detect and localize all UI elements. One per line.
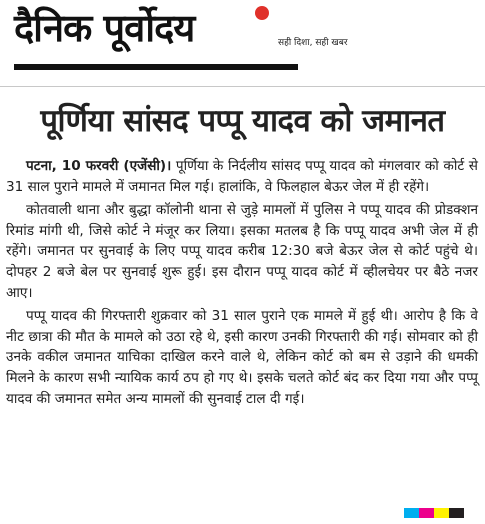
masthead-rule — [14, 64, 298, 70]
color-swatch — [419, 508, 434, 518]
masthead — [0, 0, 485, 80]
color-swatch — [404, 508, 419, 518]
article-dateline: पटना, 10 फरवरी (एजेंसी)। — [26, 158, 172, 174]
article-paragraph — [6, 156, 478, 197]
logo-sun-icon — [255, 6, 269, 20]
article-headline: पूर्णिया सांसद पप्पू यादव को जमानत — [40, 103, 445, 139]
article-paragraph: कोतवाली थाना और बुद्धा कॉलोनी थाना से जुड़े मामलों में पुलिस ने पप्पू यादव की प्रोडक्शन रिमांड मांगी थी, जिसे कोर्ट ने मंजूर कर लिया। इसका मतलब है कि पप्पू यादव अभी जेल में ही रहेंगे। जमानत पर सुनवाई के लिए पप्पू यादव करीब 12:30 बजे बेऊर जेल से कोर्ट पहुंचे थे। दोपहर 2 बजे बेल पर सुनवाई शुरू हुई। इस दौरान पप्पू यादव कोर्ट में व्हीलचेयर पर बैठे नजर आए। — [6, 202, 478, 301]
article-body — [6, 156, 478, 412]
color-swatch — [434, 508, 449, 518]
print-registration-colorbar — [404, 508, 479, 518]
color-swatch — [449, 508, 464, 518]
newspaper-logo: दैनिक पूर्वोदय — [14, 6, 195, 50]
article-paragraph: पप्पू यादव की गिरफ्तारी शुक्रवार को 31 साल पुराने एक मामले में हुई थी। आरोप है कि वे नीट छात्रा की मौत के मामले को उठा रहे थे, इसी कारण उनकी गिरफ्तारी की गई। सोमवार को ही उनके वकील जमानत याचिका दाखिल करने वाले थे, लेकिन कोर्ट को बम से उड़ाने की धमकी मिलने के कारण सभी न्यायिक कार्य ठप हो गए थे। इसके चलते कोर्ट बंद कर दिया गया और पप्पू यादव की जमानत समेत अन्य मामलों की सुनवाई टाल दी गई। — [6, 308, 478, 407]
article-paragraph-text: पूर्णिया के निर्दलीय सांसद पप्पू यादव को मंगलवार को कोर्ट से 31 साल पुराने मामले में जमानत मिल गई। हालांकि, वे फिलहाल बेऊर जेल में ही रहेंगे। — [6, 158, 478, 195]
color-swatch — [464, 508, 479, 518]
divider — [0, 86, 485, 87]
masthead-tagline: सही दिशा, सही खबर — [278, 38, 348, 48]
